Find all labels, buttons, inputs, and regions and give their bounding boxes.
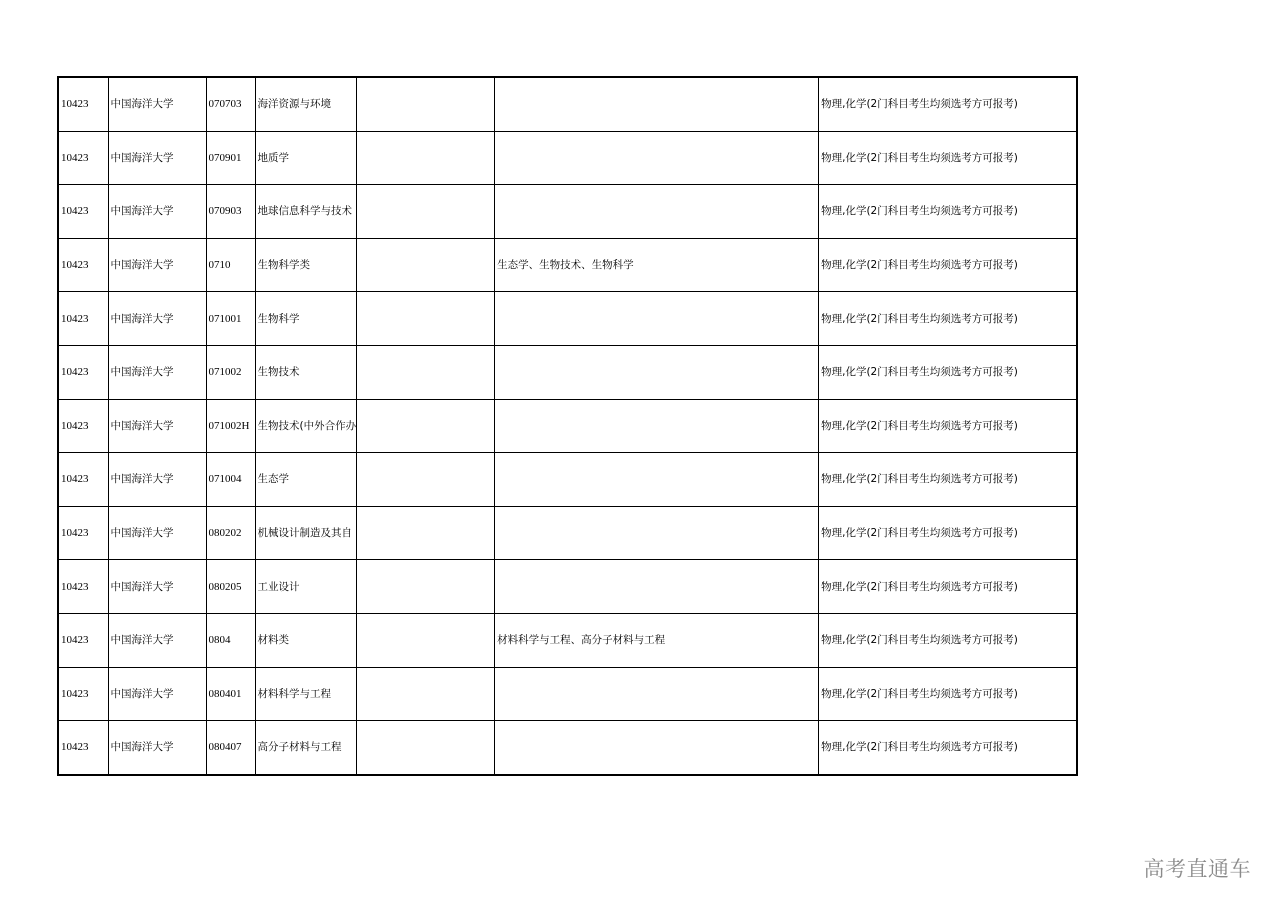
school-name-cell: 中国海洋大学 bbox=[108, 613, 206, 667]
school-code-cell: 10423 bbox=[58, 667, 108, 721]
included-majors-cell bbox=[495, 453, 819, 507]
subject-requirement-cell: 物理,化学(2门科目考生均须选考方可报考) bbox=[819, 292, 1077, 346]
subject-requirement-cell: 物理,化学(2门科目考生均须选考方可报考) bbox=[819, 131, 1077, 185]
subject-requirement-cell: 物理,化学(2门科目考生均须选考方可报考) bbox=[819, 345, 1077, 399]
major-code-cell: 080205 bbox=[206, 560, 255, 614]
note-cell bbox=[357, 292, 495, 346]
school-code-cell: 10423 bbox=[58, 506, 108, 560]
school-name-cell: 中国海洋大学 bbox=[108, 667, 206, 721]
table-row bbox=[58, 453, 1077, 507]
school-code-cell: 10423 bbox=[58, 185, 108, 239]
major-requirements-table bbox=[57, 76, 1078, 776]
school-name-cell: 中国海洋大学 bbox=[108, 185, 206, 239]
included-majors-cell bbox=[495, 345, 819, 399]
major-name-cell: 高分子材料与工程 bbox=[255, 721, 357, 775]
school-code-cell: 10423 bbox=[58, 453, 108, 507]
note-cell bbox=[357, 77, 495, 131]
table-row bbox=[58, 560, 1077, 614]
note-cell bbox=[357, 506, 495, 560]
school-code-cell: 10423 bbox=[58, 131, 108, 185]
included-majors-cell: 生态学、生物技术、生物科学 bbox=[495, 238, 819, 292]
school-name-cell: 中国海洋大学 bbox=[108, 345, 206, 399]
major-name-cell: 地质学 bbox=[255, 131, 357, 185]
subject-requirement-cell: 物理,化学(2门科目考生均须选考方可报考) bbox=[819, 560, 1077, 614]
school-code-cell: 10423 bbox=[58, 345, 108, 399]
subject-requirement-cell: 物理,化学(2门科目考生均须选考方可报考) bbox=[819, 238, 1077, 292]
major-code-cell: 0804 bbox=[206, 613, 255, 667]
major-name-cell: 材料类 bbox=[255, 613, 357, 667]
major-code-cell: 071004 bbox=[206, 453, 255, 507]
school-code-cell: 10423 bbox=[58, 721, 108, 775]
major-code-cell: 071002H bbox=[206, 399, 255, 453]
major-code-cell: 070703 bbox=[206, 77, 255, 131]
note-cell bbox=[357, 399, 495, 453]
major-name-cell: 生态学 bbox=[255, 453, 357, 507]
table-row bbox=[58, 292, 1077, 346]
school-code-cell: 10423 bbox=[58, 560, 108, 614]
major-code-cell: 071001 bbox=[206, 292, 255, 346]
note-cell bbox=[357, 667, 495, 721]
note-cell bbox=[357, 185, 495, 239]
school-code-cell: 10423 bbox=[58, 77, 108, 131]
table-row bbox=[58, 238, 1077, 292]
included-majors-cell bbox=[495, 131, 819, 185]
included-majors-cell bbox=[495, 185, 819, 239]
subject-requirement-cell: 物理,化学(2门科目考生均须选考方可报考) bbox=[819, 453, 1077, 507]
school-name-cell: 中国海洋大学 bbox=[108, 453, 206, 507]
major-name-cell: 生物科学 bbox=[255, 292, 357, 346]
subject-requirement-cell: 物理,化学(2门科目考生均须选考方可报考) bbox=[819, 721, 1077, 775]
watermark-text: 高考直通车 bbox=[1143, 857, 1251, 881]
major-name-cell: 生物技术(中外合作办 bbox=[255, 399, 357, 453]
table-row bbox=[58, 506, 1077, 560]
major-name-cell: 生物技术 bbox=[255, 345, 357, 399]
major-name-cell: 材料科学与工程 bbox=[255, 667, 357, 721]
table-row bbox=[58, 345, 1077, 399]
included-majors-cell bbox=[495, 399, 819, 453]
subject-requirement-cell: 物理,化学(2门科目考生均须选考方可报考) bbox=[819, 185, 1077, 239]
subject-requirement-cell: 物理,化学(2门科目考生均须选考方可报考) bbox=[819, 667, 1077, 721]
school-name-cell: 中国海洋大学 bbox=[108, 131, 206, 185]
major-code-cell: 0710 bbox=[206, 238, 255, 292]
included-majors-cell bbox=[495, 292, 819, 346]
note-cell bbox=[357, 560, 495, 614]
table-body bbox=[58, 77, 1077, 775]
included-majors-cell bbox=[495, 506, 819, 560]
included-majors-cell bbox=[495, 667, 819, 721]
note-cell bbox=[357, 345, 495, 399]
school-name-cell: 中国海洋大学 bbox=[108, 399, 206, 453]
subject-requirement-cell: 物理,化学(2门科目考生均须选考方可报考) bbox=[819, 399, 1077, 453]
included-majors-cell bbox=[495, 721, 819, 775]
major-name-cell: 海洋资源与环境 bbox=[255, 77, 357, 131]
table-row bbox=[58, 185, 1077, 239]
table-row bbox=[58, 399, 1077, 453]
major-name-cell: 生物科学类 bbox=[255, 238, 357, 292]
table-row bbox=[58, 77, 1077, 131]
note-cell bbox=[357, 721, 495, 775]
major-code-cell: 071002 bbox=[206, 345, 255, 399]
major-code-cell: 070903 bbox=[206, 185, 255, 239]
subject-requirement-cell: 物理,化学(2门科目考生均须选考方可报考) bbox=[819, 613, 1077, 667]
school-name-cell: 中国海洋大学 bbox=[108, 292, 206, 346]
major-name-cell: 工业设计 bbox=[255, 560, 357, 614]
school-name-cell: 中国海洋大学 bbox=[108, 560, 206, 614]
table-row bbox=[58, 613, 1077, 667]
major-code-cell: 080202 bbox=[206, 506, 255, 560]
subject-requirement-cell: 物理,化学(2门科目考生均须选考方可报考) bbox=[819, 506, 1077, 560]
school-code-cell: 10423 bbox=[58, 238, 108, 292]
table-row bbox=[58, 131, 1077, 185]
school-name-cell: 中国海洋大学 bbox=[108, 506, 206, 560]
major-code-cell: 070901 bbox=[206, 131, 255, 185]
note-cell bbox=[357, 131, 495, 185]
school-code-cell: 10423 bbox=[58, 613, 108, 667]
school-name-cell: 中国海洋大学 bbox=[108, 721, 206, 775]
school-code-cell: 10423 bbox=[58, 292, 108, 346]
school-code-cell: 10423 bbox=[58, 399, 108, 453]
table-row bbox=[58, 721, 1077, 775]
major-code-cell: 080401 bbox=[206, 667, 255, 721]
major-name-cell: 机械设计制造及其自 bbox=[255, 506, 357, 560]
included-majors-cell bbox=[495, 560, 819, 614]
school-name-cell: 中国海洋大学 bbox=[108, 238, 206, 292]
table-row bbox=[58, 667, 1077, 721]
note-cell bbox=[357, 453, 495, 507]
included-majors-cell bbox=[495, 77, 819, 131]
major-code-cell: 080407 bbox=[206, 721, 255, 775]
subject-requirement-cell: 物理,化学(2门科目考生均须选考方可报考) bbox=[819, 77, 1077, 131]
note-cell bbox=[357, 613, 495, 667]
school-name-cell: 中国海洋大学 bbox=[108, 77, 206, 131]
included-majors-cell: 材料科学与工程、高分子材料与工程 bbox=[495, 613, 819, 667]
note-cell bbox=[357, 238, 495, 292]
major-name-cell: 地球信息科学与技术 bbox=[255, 185, 357, 239]
